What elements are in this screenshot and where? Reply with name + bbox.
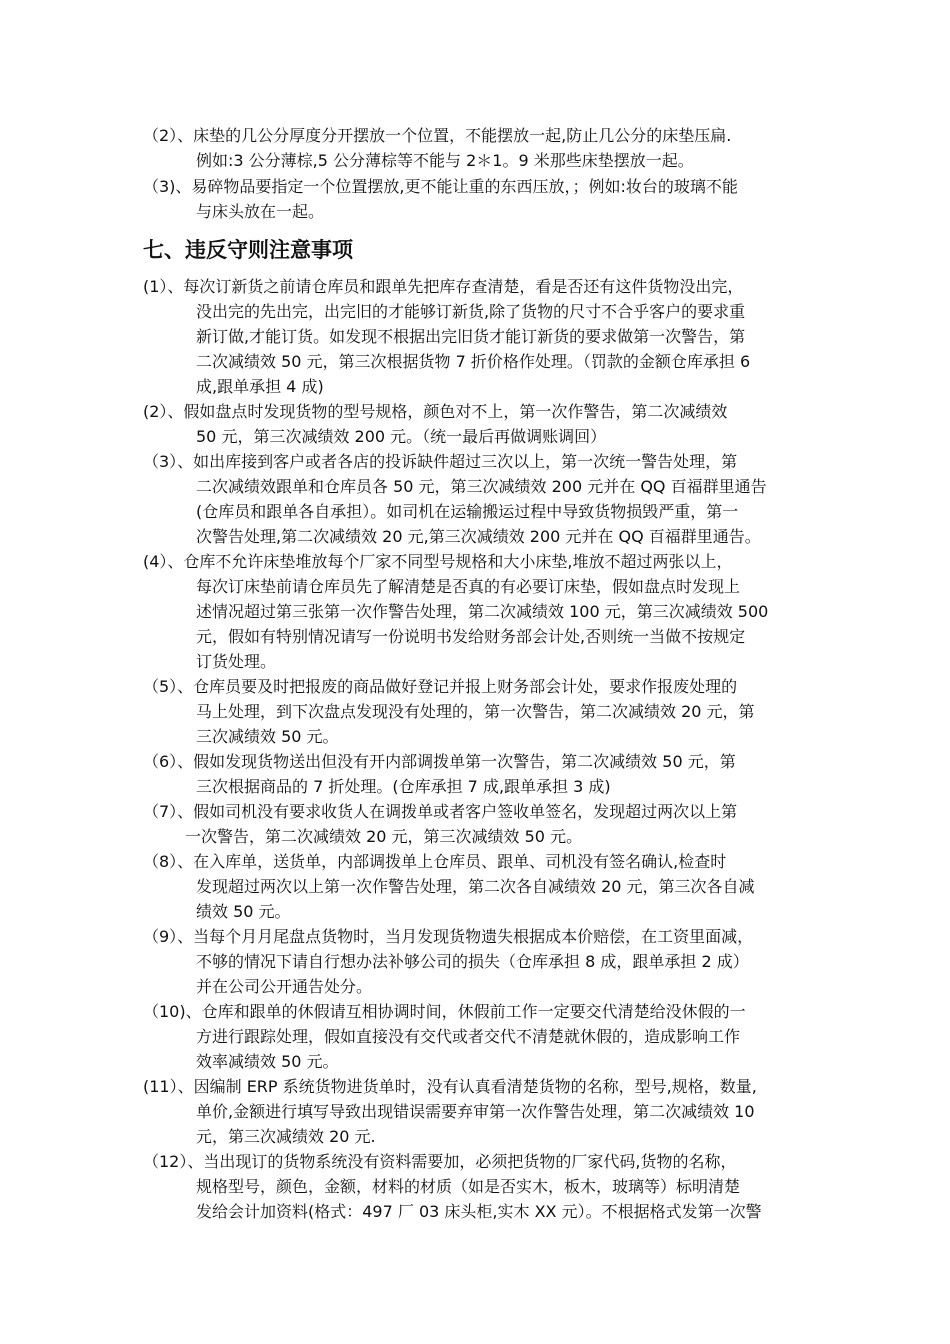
rule-item-5-line-2: 马上处理，到下次盘点发现没有处理的，第一次警告，第二次减绩效 20 元，第 (196, 702, 755, 721)
rule-item-2-line-2: 50 元，第三次减绩效 200 元。（统一最后再做调账调回） (196, 427, 607, 446)
rule-item-1-line-5: 成,跟单承担 4 成) (196, 377, 324, 396)
rule-item-4-line-2: 每次订床垫前请仓库员先了解清楚是否真的有必要订床垫，假如盘点时发现上 (196, 577, 741, 596)
rule-item-6-line-1: （6）、假如发现货物送出但没有开内部调拨单第一次警告，第二次减绩效 50 元，第 (143, 752, 736, 771)
rule-item-5-line-3: 三次减绩效 50 元。 (196, 727, 339, 746)
intro-item-3-line-1: （3)、易碎物品要指定一个位置摆放,更不能让重的东西压放，；例如:妆台的玻璃不能 (143, 177, 738, 196)
rule-item-3-line-2: 二次减绩效跟单和仓库员各 50 元，第三次减绩效 200 元并在 QQ 百福群里通告 (196, 477, 767, 496)
rule-item-8-line-2: 发现超过两次以上第一次作警告处理，第二次各自减绩效 20 元，第三次各自减 (196, 877, 755, 896)
rule-item-11-line-1: (11）、因编制 ERP 系统货物进货单时，没有认真看清楚货物的名称，型号,规格，数量, (143, 1077, 757, 1096)
rule-item-11-line-3: 元，第三次减绩效 20 元. (196, 1127, 376, 1146)
rule-item-9-line-3: 并在公司公开通告处分。 (196, 977, 373, 996)
rule-item-9-line-1: （9）、当每个月月尾盘点货物时，当月发现货物遗失根据成本价赔偿，在工资里面减， (143, 927, 754, 946)
rule-item-11-line-2: 单价,金额进行填写导致出现错误需要弃审第一次作警告处理，第二次减绩效 10 (196, 1102, 755, 1121)
rule-item-1-line-3: 新订做,才能订货。如发现不根据出完旧货才能订新货的要求做第一次警告，第 (196, 327, 746, 346)
rule-item-1-line-4: 二次减绩效 50 元，第三次根据货物 7 折价格作处理。（罚款的金额仓库承担 6 (196, 352, 751, 371)
rule-item-3-line-4: 次警告处理,第二次减绩效 20 元,第三次减绩效 200 元并在 QQ 百福群里通告。 (196, 527, 761, 546)
rule-item-10-line-2: 方进行跟踪处理，假如直接没有交代或者交代不清楚就休假的，造成影响工作 (196, 1027, 741, 1046)
rule-item-4-line-3: 述情况超过第三张第一次作警告处理，第二次减绩效 100 元，第三次减绩效 500 (196, 602, 769, 621)
rule-item-8-line-1: （8）、在入库单，送货单，内部调拨单上仓库员、跟单、司机没有签名确认,检查时 (143, 852, 727, 871)
rule-item-4-line-1: (4）、仓库不允许床垫堆放每个厂家不同型号规格和大小床垫,堆放不超过两张以上， (143, 552, 733, 571)
rule-item-7-line-1: （7）、假如司机没有要求收货人在调拨单或者客户签收单签名，发现超过两次以上第 (143, 802, 738, 821)
intro-item-2-line-1: （2）、床垫的几公分厚度分开摆放一个位置，不能摆放一起,防止几公分的床垫压扁. (143, 126, 732, 145)
rule-item-1-line-2: 没出完的先出完，出完旧的才能够订新货,除了货物的尺寸不合乎客户的要求重 (196, 302, 746, 321)
rule-item-12-line-2: 规格型号，颜色，金额，材料的材质（如是否实木，板木，玻璃等）标明清楚 (196, 1177, 741, 1196)
intro-item-3-line-2: 与床头放在一起。 (196, 202, 325, 221)
intro-item-2-line-2: 例如:3 公分薄棕,5 公分薄棕等不能与 2＊1。9 米那些床垫摆放一起。 (196, 151, 694, 170)
rule-item-4-line-4: 元，假如有特别情况请写一份说明书发给财务部会计处,否则统一当做不按规定 (196, 627, 746, 646)
rule-item-1-line-1: (1）、每次订新货之前请仓库员和跟单先把库存查清楚，看是否还有这件货物没出完， (143, 277, 744, 296)
rule-item-8-line-3: 绩效 50 元。 (196, 902, 291, 921)
rule-item-12-line-1: （12）、当出现订的货物系统没有资料需要加，必须把货物的厂家代码,货物的名称， (143, 1152, 737, 1171)
rule-item-10-line-3: 效率减绩效 50 元。 (196, 1052, 339, 1071)
rule-item-5-line-1: （5）、仓库员要及时把报废的商品做好登记并报上财务部会计处，要求作报废处理的 (143, 677, 738, 696)
rule-item-12-line-3: 发给会计加资料(格式：497 厂 03 床头柜,实木 XX 元）。不根据格式发第一次警 (196, 1202, 762, 1221)
section-title: 七、违反守则注意事项 (143, 238, 353, 262)
rule-item-9-line-2: 不够的情况下请自行想办法补够公司的损失（仓库承担 8 成，跟单承担 2 成） (196, 952, 749, 971)
rule-item-6-line-2: 三次根据商品的 7 折处理。(仓库承担 7 成,跟单承担 3 成) (196, 777, 611, 796)
rule-item-3-line-3: (仓库员和跟单各自承担）。如司机在运输搬运过程中导致货物损毁严重，第一 (196, 502, 739, 521)
rule-item-7-line-2: 一次警告，第二次减绩效 20 元，第三次减绩效 50 元。 (185, 827, 583, 846)
rule-item-4-line-5: 订货处理。 (196, 652, 277, 671)
rule-item-2-line-1: (2）、假如盘点时发现货物的型号规格，颜色对不上，第一次作警告，第二次减绩效 (143, 402, 728, 421)
rule-item-10-line-1: （10)、仓库和跟单的休假请互相协调时间，休假前工作一定要交代清楚给没休假的一 (143, 1002, 746, 1021)
rule-item-3-line-1: （3）、如出库接到客户或者各店的投诉缺件超过三次以上，第一次统一警告处理，第 (143, 452, 738, 471)
